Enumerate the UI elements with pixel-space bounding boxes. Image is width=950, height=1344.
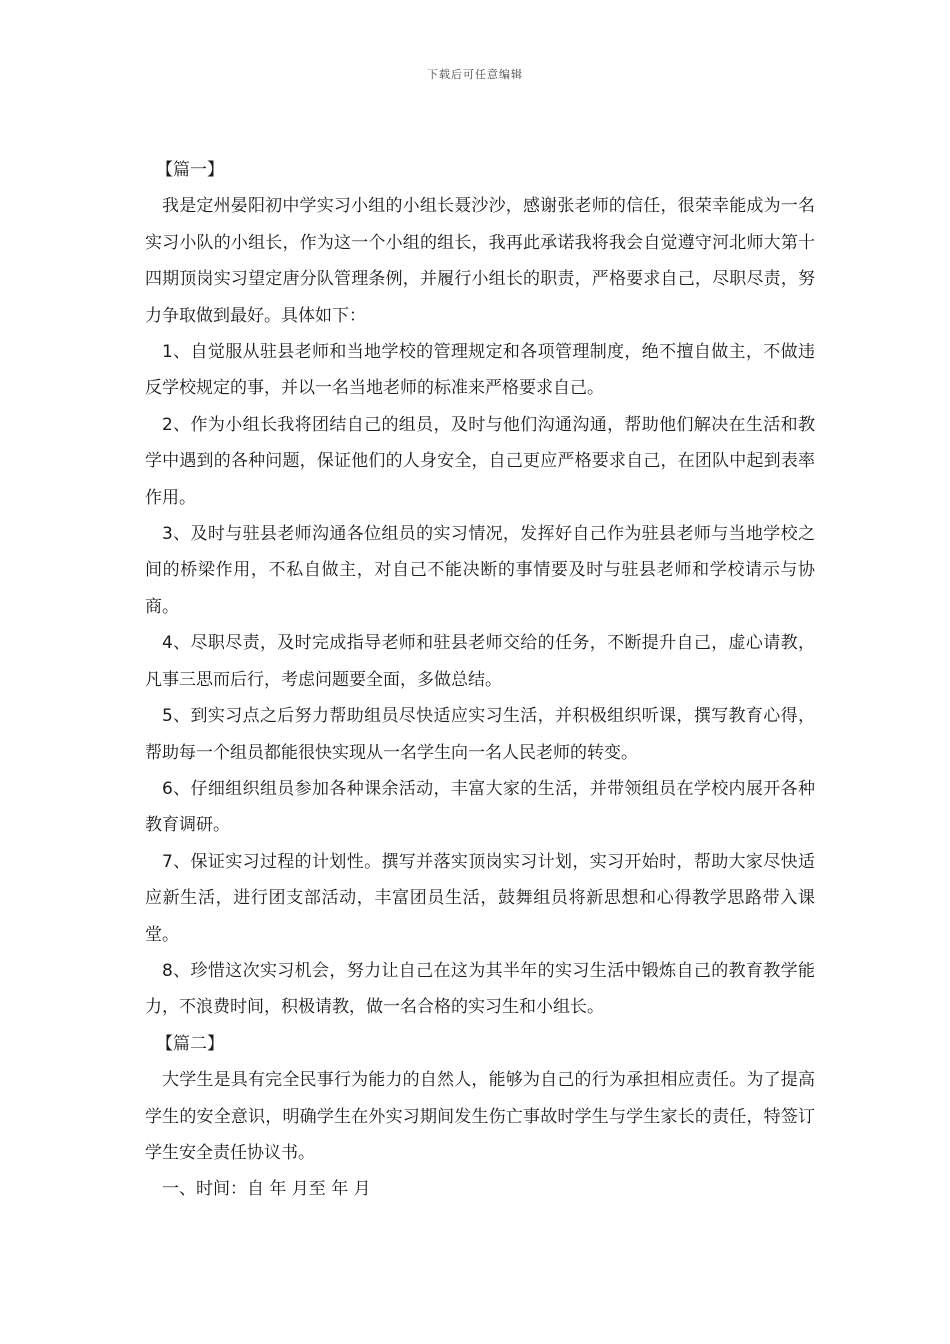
section-heading: 【篇二】 xyxy=(156,1033,224,1054)
paragraph: 大学生是具有完全民事行为能力的自然人，能够为自己的行为承担相应责任。为了提高学生的安全意识，明确学生在外实习期间发生伤亡事故时学生与学生家长的责任，特签订学生安全责任协议书。 xyxy=(145,1070,815,1163)
paragraph: 我是定州晏阳初中学实习小组的小组长聂沙沙，感谢张老师的信任，很荣幸能成为一名实习小队的小组长，作为这一个小组的组长，我再此承诺我将我会自觉遵守河北师大第十四期顶岗实习望定唐分队管理条例，并履行小组长的职责，严格要求自己，尽职尽责，努力争取做到最好。具体如下： xyxy=(145,196,815,326)
section-heading: 【篇一】 xyxy=(156,160,224,180)
paragraph: 一、时间：自 年 月至 年 月 xyxy=(162,1179,371,1200)
document-body xyxy=(145,152,815,1208)
header-note: 下载后可任意编辑 xyxy=(427,68,523,81)
list-item: 5、到实习点之后努力帮助组员尽快适应实习生活，并积极组织听课，撰写教育心得，帮助每一个组员都能很快实现从一名学生向一名人民老师的转变。 xyxy=(145,706,815,763)
list-item: 4、尽职尽责，及时完成指导老师和驻县老师交给的任务，不断提升自己，虚心请教，凡事三思而后行，考虑问题要全面，多做总结。 xyxy=(145,633,815,690)
list-item: 7、保证实习过程的计划性。撰写并落实顶岗实习计划，实习开始时，帮助大家尽快适应新生活，进行团支部活动，丰富团员生活，鼓舞组员将新思想和心得教学思路带入课堂。 xyxy=(145,851,815,945)
list-item: 2、作为小组长我将团结自己的组员，及时与他们沟通沟通，帮助他们解决在生活和教学中遇到的各种问题，保证他们的人身安全，自己更应严格要求自己，在团队中起到表率作用。 xyxy=(145,414,815,508)
list-item: 3、及时与驻县老师沟通各位组员的实习情况，发挥好自己作为驻县老师与当地学校之间的桥梁作用，不私自做主，对自己不能决断的事情要及时与驻县老师和学校请示与协商。 xyxy=(145,524,815,617)
list-item: 6、仔细组织组员参加各种课余活动，丰富大家的生活，并带领组员在学校内展开各种教育调研。 xyxy=(145,778,815,836)
list-item: 8、珍惜这次实习机会，努力让自己在这为其半年的实习生活中锻炼自己的教育教学能力，不浪费时间，积极请教，做一名合格的实习生和小组长。 xyxy=(145,960,815,1018)
list-item: 1、自觉服从驻县老师和当地学校的管理规定和各项管理制度，绝不擅自做主，不做违反学校规定的事，并以一名当地老师的标准来严格要求自己。 xyxy=(145,342,815,399)
